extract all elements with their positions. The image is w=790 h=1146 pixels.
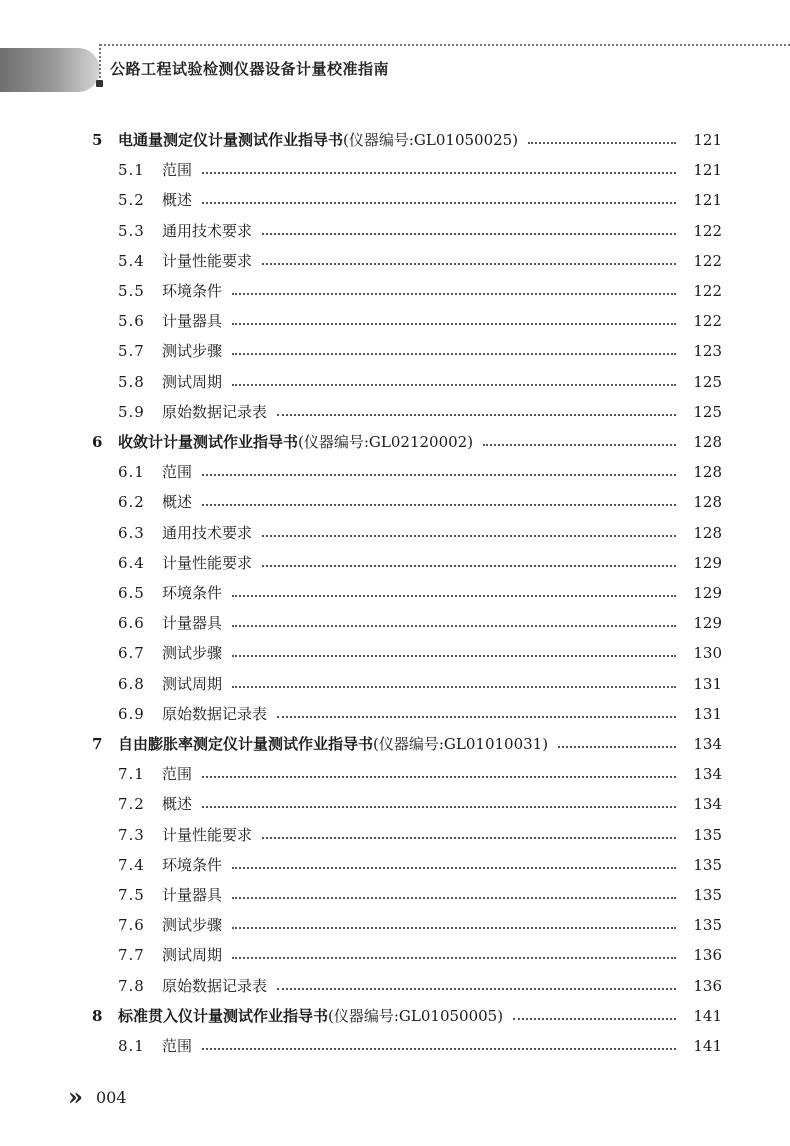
toc-entry-title-group — [162, 880, 222, 910]
toc-section-entry[interactable] — [0, 940, 790, 970]
toc-section-entry[interactable] — [0, 910, 790, 940]
toc-entry-title-group — [162, 759, 192, 789]
toc-entry-instrument-code: (仪器编号:GL01050025) — [343, 131, 519, 149]
toc-leader-dots — [202, 1048, 676, 1050]
toc-entry-page: 131 — [693, 674, 722, 693]
toc-entry-title: 收敛计计量测试作业指导书 — [118, 433, 299, 451]
toc-section-entry[interactable] — [0, 246, 790, 276]
toc-entry-number: 6.4 — [118, 553, 145, 572]
toc-entry-number: 7.3 — [118, 825, 145, 844]
toc-entry-title: 计量器具 — [162, 886, 223, 904]
toc-entry-title-group — [162, 397, 267, 427]
toc-entry-page: 134 — [693, 765, 722, 784]
toc-chapter-entry[interactable] — [0, 729, 790, 759]
toc-entry-page: 134 — [693, 735, 722, 753]
toc-entry-page: 129 — [693, 584, 722, 602]
toc-leader-dots — [262, 535, 676, 537]
toc-entry-title: 原始数据记录表 — [162, 402, 268, 421]
toc-section-entry[interactable] — [0, 1031, 790, 1061]
toc-leader-dots — [202, 806, 676, 808]
toc-entry-number: 6.7 — [118, 644, 145, 663]
toc-entry-page: 122 — [693, 282, 722, 300]
toc-entry-number: 5.3 — [118, 221, 145, 240]
toc-leader-dots — [232, 625, 676, 627]
toc-entry-number: 7.2 — [118, 795, 145, 814]
toc-entry-number: 6.3 — [118, 523, 145, 542]
header-dotted-rule-vertical — [99, 44, 101, 78]
toc-section-entry[interactable] — [0, 185, 790, 215]
toc-entry-page: 141 — [693, 1006, 722, 1025]
toc-entry-number: 5.5 — [118, 282, 145, 300]
toc-entry-title: 测试步骤 — [162, 916, 223, 935]
toc-entry-title-group — [118, 125, 518, 155]
toc-entry-title-group — [162, 699, 267, 729]
toc-leader-dots — [232, 686, 676, 688]
toc-section-entry[interactable] — [0, 487, 790, 517]
toc-entry-title: 测试周期 — [162, 946, 223, 965]
toc-entry-title-group — [162, 789, 192, 819]
toc-entry-title: 通用技术要求 — [162, 221, 253, 240]
toc-section-entry[interactable] — [0, 669, 790, 699]
toc-entry-title-group — [162, 518, 252, 548]
toc-entry-page: 122 — [693, 312, 722, 331]
toc-entry-number: 5 — [92, 131, 103, 149]
toc-section-entry[interactable] — [0, 699, 790, 729]
toc-entry-title: 概述 — [162, 795, 193, 814]
toc-entry-number: 6.8 — [118, 674, 145, 693]
toc-section-entry[interactable] — [0, 850, 790, 880]
toc-entry-number: 5.1 — [118, 161, 145, 180]
toc-entry-title-group — [118, 729, 548, 759]
toc-section-entry[interactable] — [0, 638, 790, 668]
toc-entry-page: 135 — [693, 825, 722, 844]
toc-entry-page: 128 — [693, 493, 722, 512]
toc-section-entry[interactable] — [0, 789, 790, 819]
toc-section-entry[interactable] — [0, 367, 790, 397]
toc-entry-number: 7.1 — [118, 765, 145, 784]
toc-entry-title-group — [162, 638, 222, 668]
toc-leader-dots — [232, 897, 676, 899]
toc-leader-dots — [232, 957, 676, 959]
toc-entry-title: 自由膨胀率测定仪计量测试作业指导书 — [118, 735, 374, 753]
toc-entry-page: 136 — [693, 946, 722, 965]
toc-entry-title-group — [162, 940, 222, 970]
toc-entry-title: 测试步骤 — [162, 342, 223, 361]
toc-leader-dots — [202, 202, 676, 204]
toc-entry-page: 141 — [693, 1037, 722, 1055]
toc-leader-dots — [202, 172, 676, 174]
toc-leader-dots — [232, 595, 676, 597]
toc-entry-title: 电通量测定仪计量测试作业指导书 — [118, 131, 344, 149]
toc-section-entry[interactable] — [0, 971, 790, 1001]
toc-section-entry[interactable] — [0, 820, 790, 850]
toc-leader-dots — [232, 655, 676, 657]
toc-entry-title: 概述 — [162, 191, 193, 210]
header-bullet-icon — [96, 80, 103, 87]
toc-entry-title: 范围 — [162, 765, 193, 784]
toc-entry-page: 128 — [693, 523, 722, 542]
toc-entry-title: 环境条件 — [162, 584, 223, 602]
toc-entry-page: 128 — [693, 433, 722, 451]
page-number: 004 — [96, 1088, 127, 1107]
toc-entry-title: 原始数据记录表 — [162, 704, 268, 723]
toc-entry-page: 128 — [693, 463, 722, 482]
toc-entry-title-group — [162, 306, 222, 336]
toc-leader-dots — [277, 988, 676, 990]
toc-entry-title-group — [162, 910, 222, 940]
toc-leader-dots — [232, 353, 676, 355]
toc-entry-page: 125 — [693, 402, 722, 421]
toc-entry-title: 范围 — [162, 161, 193, 180]
toc-entry-title: 通用技术要求 — [162, 523, 253, 542]
toc-entry-number: 7.7 — [118, 946, 145, 965]
toc-entry-number: 6.9 — [118, 704, 145, 723]
toc-leader-dots — [202, 474, 676, 476]
toc-section-entry[interactable] — [0, 336, 790, 366]
toc-leader-dots — [262, 565, 676, 567]
toc-entry-instrument-code: (仪器编号:GL01010031) — [373, 735, 549, 753]
header-dotted-rule — [100, 44, 790, 46]
toc-entry-title-group — [118, 1001, 503, 1031]
toc-entry-title-group — [162, 246, 252, 276]
toc-leader-dots — [202, 776, 676, 778]
toc-entry-title-group — [162, 850, 222, 880]
toc-entry-number: 6.6 — [118, 614, 145, 633]
toc-entry-title-group — [162, 336, 222, 366]
toc-leader-dots — [262, 837, 676, 839]
toc-section-entry[interactable] — [0, 578, 790, 608]
toc-leader-dots — [558, 746, 676, 748]
toc-entry-page: 135 — [693, 916, 722, 935]
toc-entry-title: 环境条件 — [162, 855, 223, 874]
toc-chapter-entry[interactable] — [0, 1001, 790, 1031]
toc-entry-page: 136 — [693, 976, 722, 995]
toc-entry-number: 7.8 — [118, 976, 145, 995]
toc-entry-title: 原始数据记录表 — [162, 976, 268, 995]
toc-leader-dots — [277, 414, 676, 416]
toc-entry-number: 5.2 — [118, 191, 145, 210]
toc-entry-title-group — [162, 367, 222, 397]
header-band — [0, 48, 100, 92]
toc-entry-page: 125 — [693, 372, 722, 391]
toc-leader-dots — [483, 444, 676, 446]
toc-entry-page: 134 — [693, 795, 722, 814]
toc-entry-title: 计量器具 — [162, 312, 223, 331]
toc-entry-title: 计量性能要求 — [162, 553, 253, 572]
toc-entry-page: 123 — [693, 342, 722, 361]
toc-entry-title-group — [162, 1031, 192, 1061]
toc-leader-dots — [528, 142, 676, 144]
toc-leader-dots — [232, 384, 676, 386]
toc-entry-number: 6.1 — [118, 463, 145, 482]
toc-chapter-entry[interactable] — [0, 427, 790, 457]
toc-entry-page: 129 — [693, 614, 722, 633]
toc-entry-title: 测试步骤 — [162, 644, 223, 663]
toc-leader-dots — [277, 716, 676, 718]
toc-leader-dots — [262, 263, 676, 265]
toc-entry-number: 8 — [92, 1006, 103, 1025]
toc-entry-number: 7.4 — [118, 855, 145, 874]
toc-entry-title: 测试周期 — [162, 674, 223, 693]
toc-entry-number: 5.4 — [118, 251, 145, 270]
toc-entry-page: 130 — [693, 644, 722, 663]
toc-entry-number: 5.6 — [118, 312, 145, 331]
toc-entry-title: 计量器具 — [162, 614, 223, 633]
running-header-title: 公路工程试验检测仪器设备计量校准指南 — [110, 60, 390, 78]
toc-entry-number: 8.1 — [118, 1037, 145, 1055]
toc-entry-title-group — [118, 427, 473, 457]
toc-entry-title-group — [162, 216, 252, 246]
toc-entry-title-group — [162, 487, 192, 517]
toc-entry-number: 6 — [92, 433, 103, 451]
toc-entry-title-group — [162, 971, 267, 1001]
toc-section-entry[interactable] — [0, 306, 790, 336]
toc-entry-number: 6.5 — [118, 584, 145, 602]
toc-entry-page: 135 — [693, 855, 722, 874]
toc-entry-instrument-code: (仪器编号:GL01050005) — [328, 1006, 504, 1025]
toc-section-entry[interactable] — [0, 397, 790, 427]
toc-leader-dots — [202, 504, 676, 506]
toc-entry-page: 131 — [693, 704, 722, 723]
toc-entry-number: 5.7 — [118, 342, 145, 361]
toc-entry-number: 5.9 — [118, 402, 145, 421]
toc-section-entry[interactable] — [0, 216, 790, 246]
toc-entry-title-group — [162, 820, 252, 850]
toc-entry-page: 135 — [693, 886, 722, 904]
toc-section-entry[interactable] — [0, 608, 790, 638]
toc-entry-number: 7.6 — [118, 916, 145, 935]
toc-entry-title-group — [162, 548, 252, 578]
toc-entry-title: 环境条件 — [162, 282, 223, 300]
toc-entry-page: 122 — [693, 251, 722, 270]
toc-entry-title-group — [162, 276, 222, 306]
toc-entry-title-group — [162, 457, 192, 487]
toc-entry-title-group — [162, 669, 222, 699]
footer-marker-icon: » — [68, 1082, 79, 1111]
toc-entry-number: 7 — [92, 735, 103, 753]
toc-section-entry[interactable] — [0, 457, 790, 487]
toc-section-entry[interactable] — [0, 518, 790, 548]
toc-entry-title: 范围 — [162, 463, 193, 482]
toc-entry-page: 129 — [693, 553, 722, 572]
toc-leader-dots — [232, 927, 676, 929]
toc-entry-page: 121 — [693, 191, 722, 210]
toc-entry-title: 计量性能要求 — [162, 825, 253, 844]
toc-entry-page: 121 — [693, 131, 722, 149]
toc-entry-number: 7.5 — [118, 886, 145, 904]
toc-section-entry[interactable] — [0, 276, 790, 306]
toc-leader-dots — [232, 867, 676, 869]
toc-section-entry[interactable] — [0, 880, 790, 910]
toc-leader-dots — [232, 293, 676, 295]
toc-entry-page: 122 — [693, 221, 722, 240]
toc-entry-title-group — [162, 155, 192, 185]
toc-entry-title: 标准贯入仪计量测试作业指导书 — [118, 1006, 329, 1025]
toc-entry-page: 121 — [693, 161, 722, 180]
toc-section-entry[interactable] — [0, 759, 790, 789]
toc-entry-number: 5.8 — [118, 372, 145, 391]
toc-leader-dots — [262, 233, 676, 235]
toc-entry-title: 测试周期 — [162, 372, 223, 391]
toc-entry-title: 概述 — [162, 493, 193, 512]
toc-entry-title: 计量性能要求 — [162, 251, 253, 270]
toc-leader-dots — [232, 323, 676, 325]
toc-entry-title-group — [162, 608, 222, 638]
toc-entry-title-group — [162, 185, 192, 215]
toc-entry-title-group — [162, 578, 222, 608]
toc-chapter-entry[interactable] — [0, 125, 790, 155]
toc-entry-instrument-code: (仪器编号:GL02120002) — [298, 433, 474, 451]
toc-leader-dots — [513, 1018, 676, 1020]
toc-section-entry[interactable] — [0, 155, 790, 185]
toc-entry-title: 范围 — [162, 1037, 193, 1055]
toc-entry-number: 6.2 — [118, 493, 145, 512]
toc-section-entry[interactable] — [0, 548, 790, 578]
